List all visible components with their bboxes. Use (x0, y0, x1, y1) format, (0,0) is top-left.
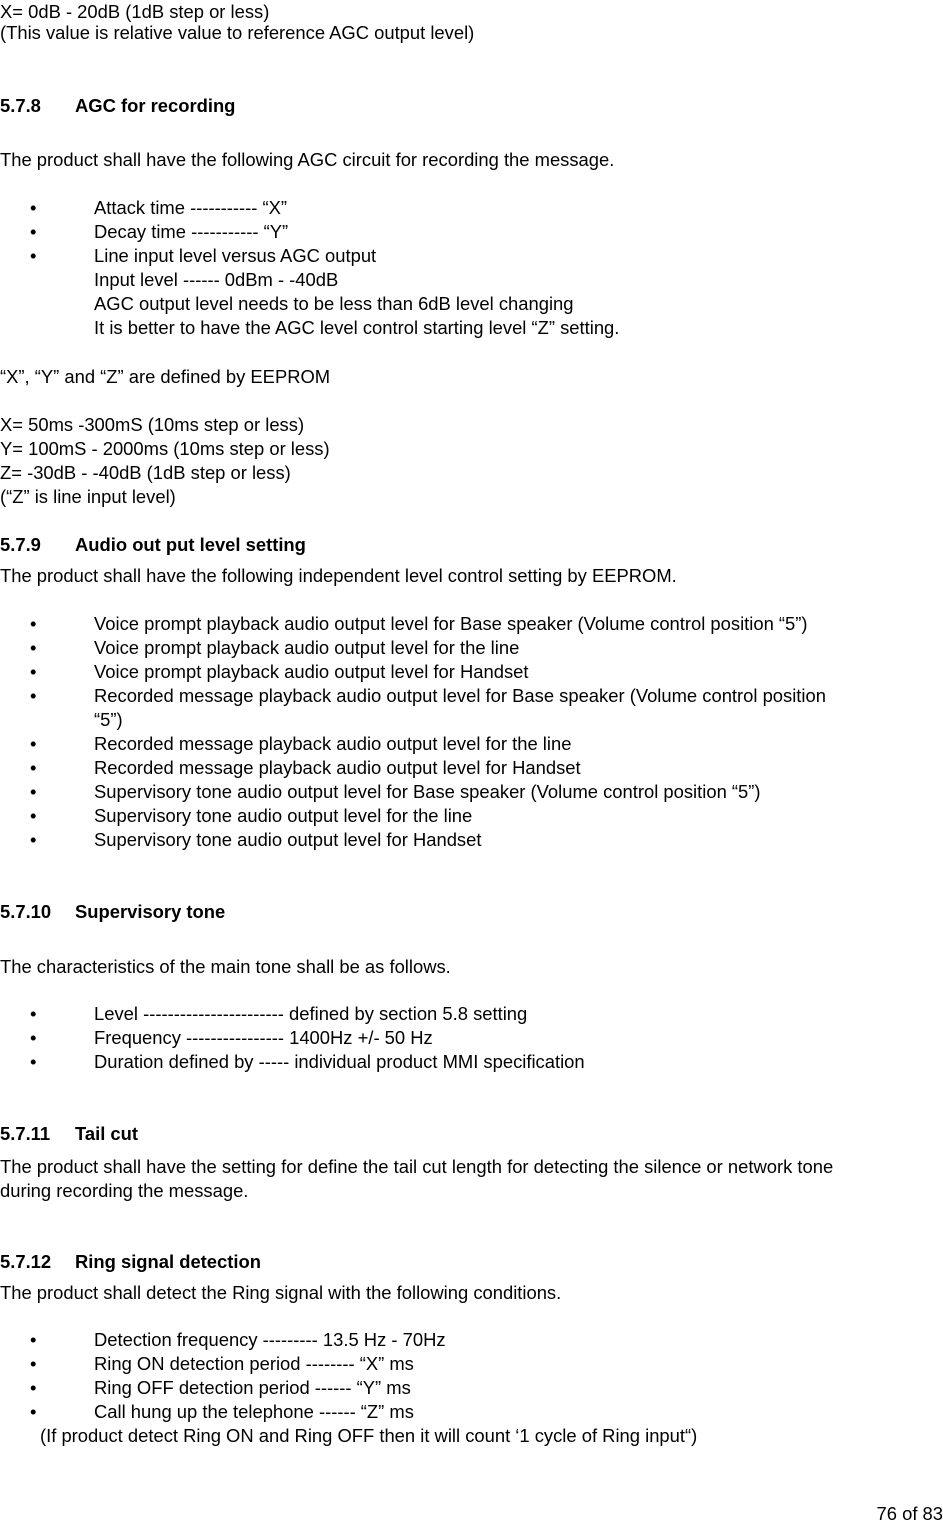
list-item-continuation: “5”) (94, 709, 123, 730)
sub-line: AGC output level needs to be less than 6dB level changing (94, 293, 574, 314)
section-title: AGC for recording (75, 95, 236, 116)
bullet-icon: • (30, 781, 37, 802)
section-title: Tail cut (75, 1123, 139, 1144)
bullet-icon: • (30, 829, 37, 850)
bullet-icon: • (30, 1051, 37, 1072)
section-number: 5.7.10 (0, 901, 52, 922)
section-title: Audio out put level setting (75, 534, 306, 555)
bullet-icon: • (30, 221, 37, 242)
section-number: 5.7.12 (0, 1251, 52, 1272)
section-title: Supervisory tone (75, 901, 226, 922)
section-number: 5.7.11 (0, 1123, 51, 1144)
bullet-icon: • (30, 757, 37, 778)
value-line: (“Z” is line input level) (0, 486, 176, 507)
value-line: Z= -30dB - -40dB (1dB step or less) (0, 462, 291, 483)
intro-line: (This value is relative value to reference AGC output level) (0, 22, 475, 43)
section-heading-5-7-8 (0, 94, 235, 118)
paragraph: The characteristics of the main tone shall be as follows. (0, 956, 451, 977)
paragraph: The product shall have the following AGC circuit for recording the message. (0, 149, 615, 170)
document-page: X= 0dB - 20dB (1dB step or less) (This value is relative value to reference AGC output level) 5.7.8 AGC for recording The product shall have the following AGC circuit for recording the message. • Attack time ----------- “X” • Decay time ----------- “Y” • Line input level versus AGC output Input level ------ 0dBm - -40dB AGC output level needs to be less than 6dB level changing It is better to have the AGC level control starting level “Z” setting. “X”, “Y” and “Z” are defined by EEPROM X= 50ms -300mS (10ms step or less) Y= 100mS - 2000ms (10ms step or less) Z= -30dB - -40dB (1dB step or less) (“Z” is line input level) 5.7.9 Audio out put level setting The product shall have the following independent level control setting by EEPROM. • Voice prompt playback audio output level for Base speaker (Volume control position “5”) • Voice prompt playback audio output level for the line • Voice prompt playback audio output level for Handset • Recorded message playback audio output level for Base speaker (Volume control position “5”) • Recorded message playback audio output level for the line • Recorded message playback audio output level for Handset • Supervisory tone audio output level for Base speaker (Volume control position “5”) • Supervisory tone audio output level for the line • Supervisory tone audio output level for Handset 5.7.10 Supervisory tone The characteristics of the main tone shall be as follows. • Level ----------------------- defined by section 5.8 setting • Frequency ---------------- 1400Hz +/- 50 Hz • Duration defined by ----- individual product MMI specification 5.7.11 Tail cut The product shall have the setting for define the tail cut length for detecting the silence or network tone during recording the message. 5.7.12 Ring signal detection The product shall detect the Ring signal with the following conditions. • Detection frequency --------- 13.5 Hz - 70Hz • Ring ON detection period -------- “X” ms • Ring OFF detection period ------ “Y” ms • Call hung up the telephone ------ “Z” ms (If product detect Ring ON and Ring OFF then it will count ‘1 cycle of Ring input“) 76 of 83 (0, 1, 943, 1524)
bullet-icon: • (30, 733, 37, 754)
value-line: Y= 100mS - 2000ms (10ms step or less) (0, 438, 330, 459)
value-line: X= 50ms -300mS (10ms step or less) (0, 414, 305, 435)
intro-line: X= 0dB - 20dB (1dB step or less) (0, 1, 270, 22)
section-heading-5-7-12 (0, 1250, 261, 1274)
section-heading-5-7-11 (0, 1122, 138, 1146)
section-number: 5.7.8 (0, 95, 41, 116)
section-title: Ring signal detection (75, 1251, 261, 1272)
paragraph: “X”, “Y” and “Z” are defined by EEPROM (0, 366, 331, 387)
bullet-icon: • (30, 1353, 37, 1374)
bullet-icon: • (30, 685, 37, 706)
bullet-icon: • (30, 1027, 37, 1048)
bullet-icon: • (30, 661, 37, 682)
paragraph: during recording the message. (0, 1180, 249, 1201)
section-heading-5-7-9 (0, 533, 306, 557)
bullet-icon: • (30, 197, 37, 218)
bullet-icon: • (30, 805, 37, 826)
bullet-icon: • (30, 245, 37, 266)
paragraph: The product shall detect the Ring signal with the following conditions. (0, 1282, 562, 1303)
section-heading-5-7-10 (0, 900, 225, 924)
bullet-icon: • (30, 1401, 37, 1422)
paragraph: The product shall have the following independent level control setting by EEPROM. (0, 565, 677, 586)
page-number: 76 of 83 (876, 1503, 943, 1524)
bullet-icon: • (30, 637, 37, 658)
note-line: (If product detect Ring ON and Ring OFF then it will count ‘1 cycle of Ring input“) (40, 1425, 698, 1446)
bullet-icon: • (30, 613, 37, 634)
section-number: 5.7.9 (0, 534, 41, 555)
sub-line: It is better to have the AGC level control starting level “Z” setting. (94, 317, 620, 338)
bullet-icon: • (30, 1377, 37, 1398)
bullet-icon: • (30, 1329, 37, 1350)
bullet-icon: • (30, 1003, 37, 1024)
paragraph: The product shall have the setting for define the tail cut length for detecting the silence or network tone (0, 1156, 834, 1177)
sub-line: Input level ------ 0dBm - -40dB (94, 269, 339, 290)
